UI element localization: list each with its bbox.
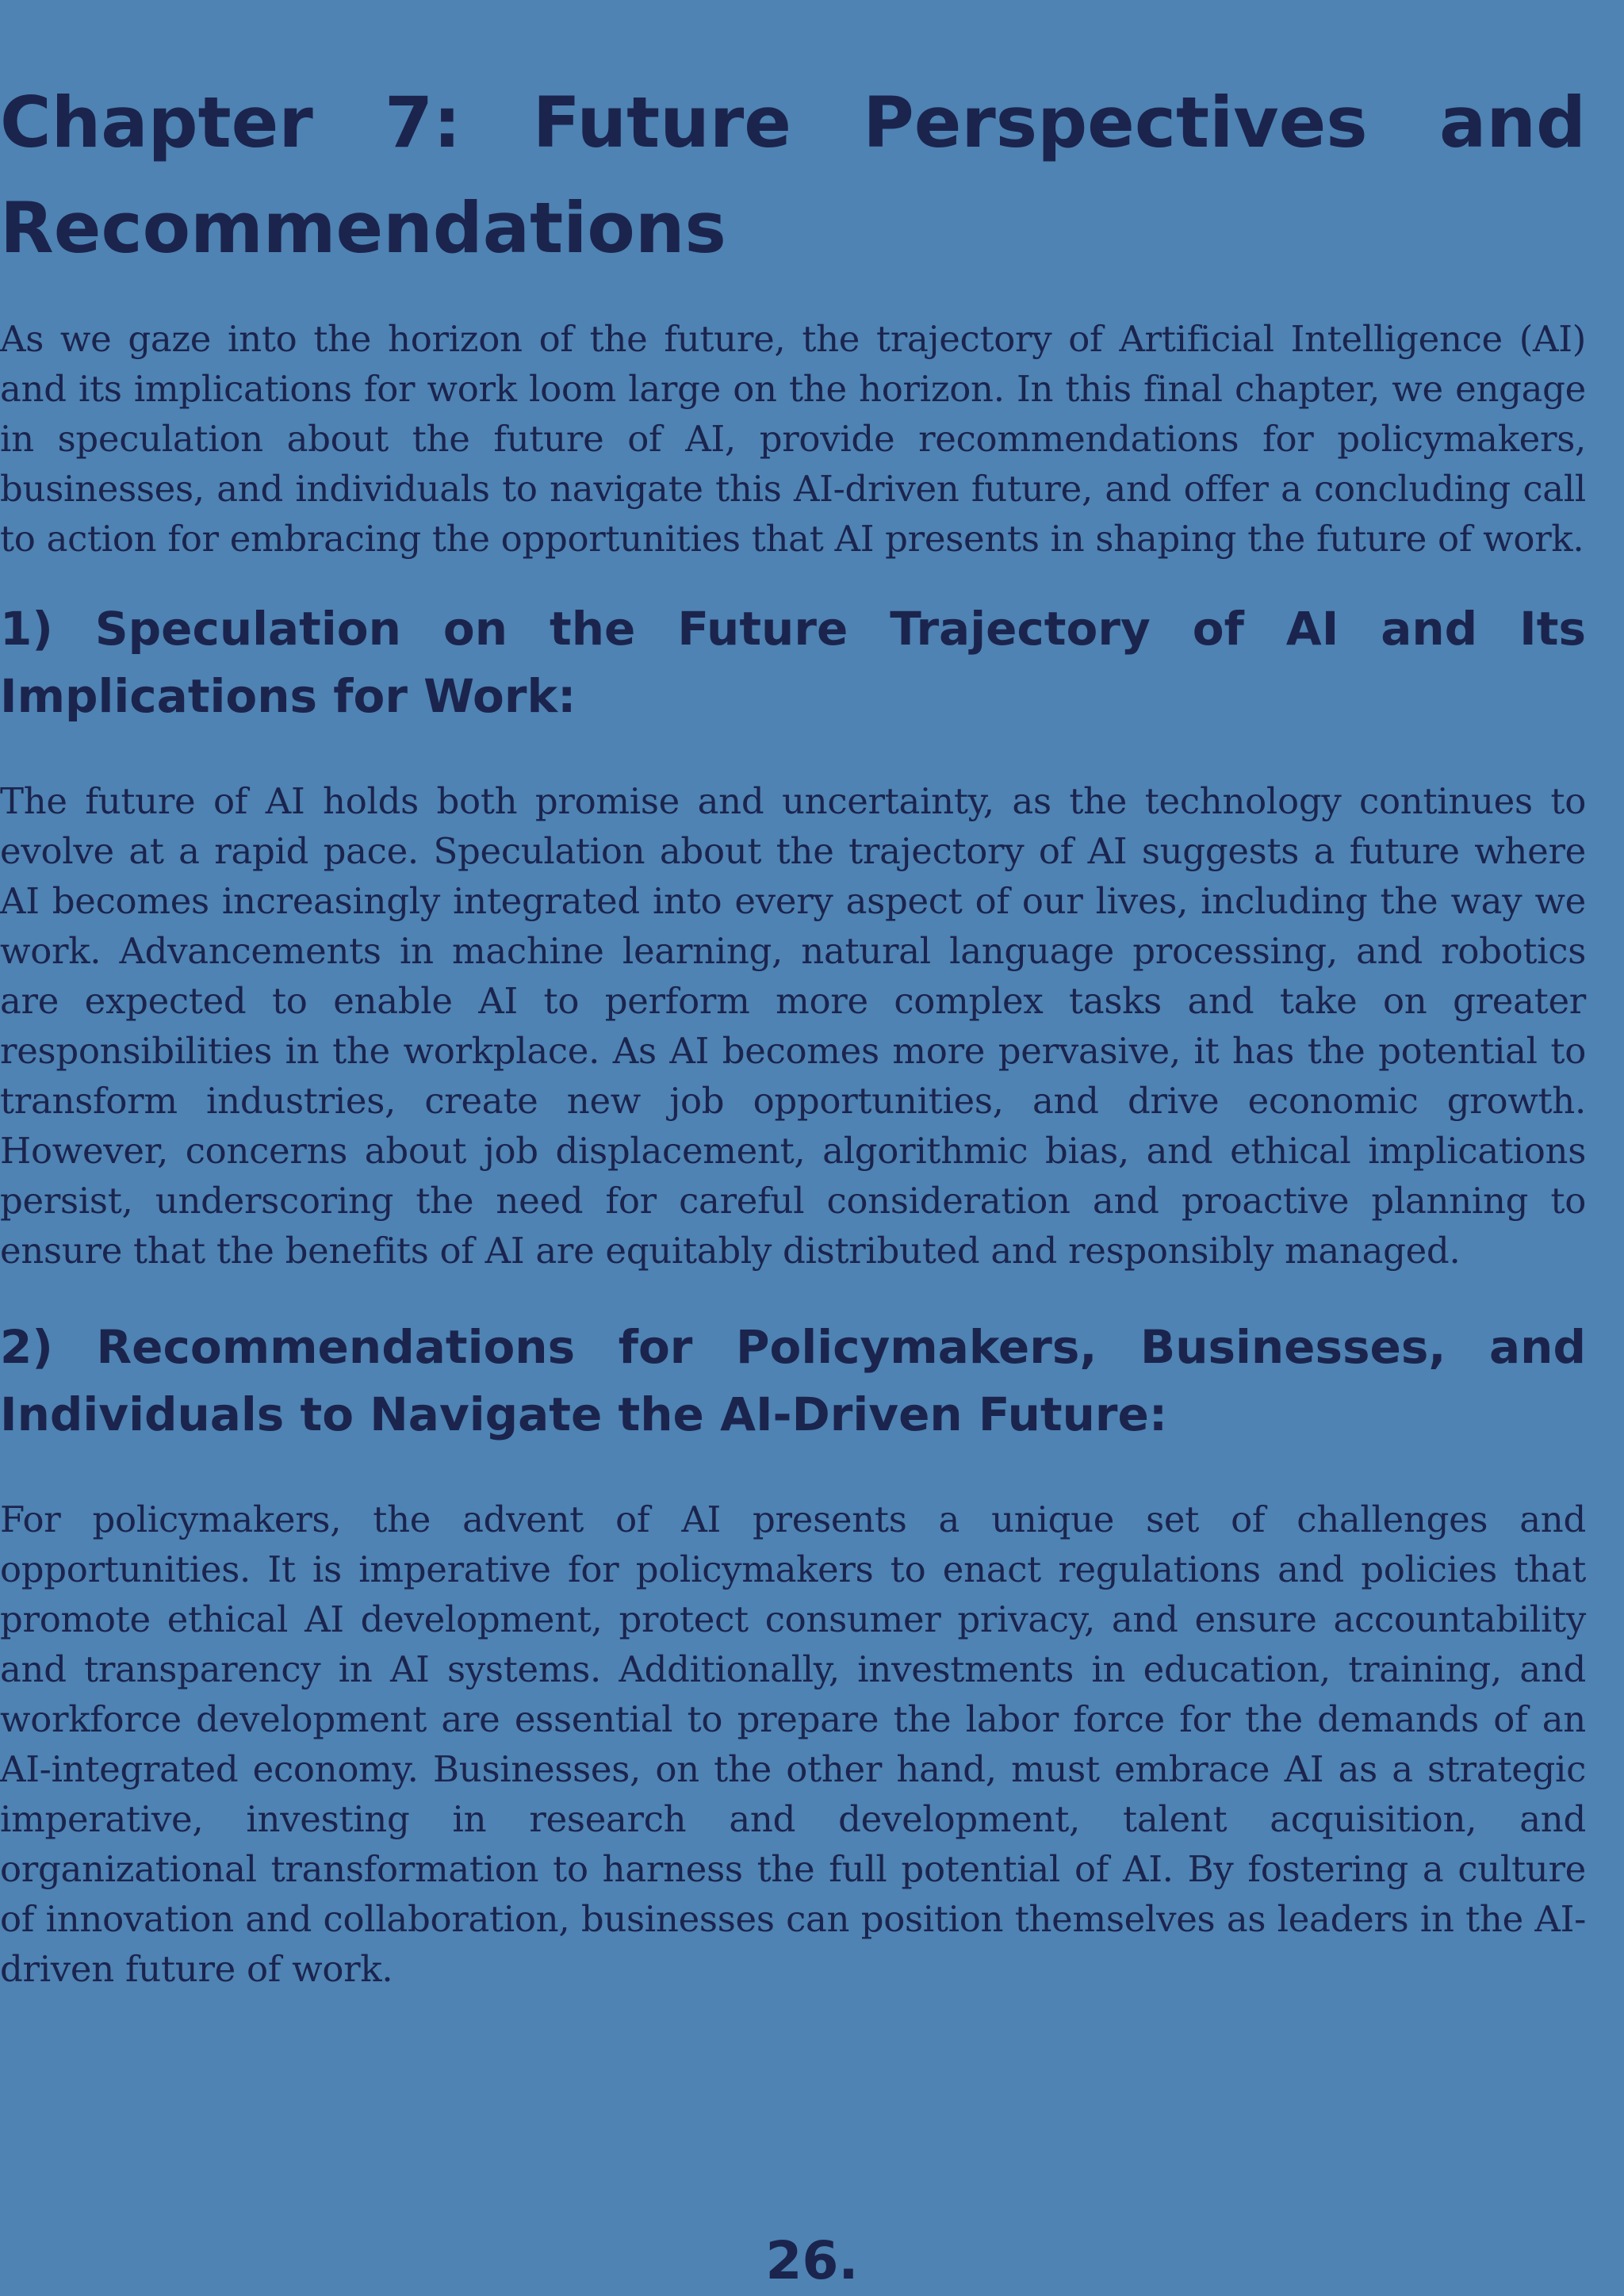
intro-paragraph: As we gaze into the horizon of the future, the trajectory of Artificial Intelligence (AI) and its implications for work loom large on the horizon. In this final chapter, we engage in speculation about the future of AI, provide recommendations for policymakers, businesses, and individuals to navigate this AI-driven future, and offer a concluding call to action for embracing the opportunities that AI presents in shaping the future of work.	[0, 318, 1586, 560]
section-1-heading: 1) Speculation on the Future Trajectory of AI and Its Implications for Work:	[0, 602, 1586, 723]
section-2-paragraph: For policymakers, the advent of AI presents a unique set of challenges and opportunities. It is imperative for policymakers to enact regulations and policies that promote ethical AI development, protect consumer privacy, and ensure accountability and transparency in AI systems. Additionally, investments in education, training, and workforce development are essential to prepare the labor force for the demands of an AI-integrated economy. Businesses, on the other hand, must embrace AI as a strategic imperative, investing in research and development, talent acquisition, and organizational transformation to harness the full potential of AI. By fostering a culture of innovation and collaboration, businesses can position themselves as leaders in the AI-driven future of work.	[0, 1498, 1586, 1990]
section-1-paragraph: The future of AI holds both promise and uncertainty, as the technology continues to evolve at a rapid pace. Speculation about the trajectory of AI suggests a future where AI becomes increasingly integrated into every aspect of our lives, including the way we work. Advancements in machine learning, natural language processing, and robotics are expected to enable AI to perform more complex tasks and take on greater responsibilities in the workplace. As AI becomes more pervasive, it has the potential to transform industries, create new job opportunities, and drive economic growth. However, concerns about job displacement, algorithmic bias, and ethical implications persist, underscoring the need for careful consideration and proactive planning to ensure that the benefits of AI are equitably distributed and responsibly managed.	[0, 780, 1586, 1272]
chapter-title: Chapter 7: Future Perspectives and Recommendations	[0, 82, 1586, 269]
page-number: 26.	[765, 2230, 859, 2291]
section-2-heading: 2) Recommendations for Policymakers, Businesses, and Individuals to Navigate the AI-Driven Future:	[0, 1320, 1586, 1441]
